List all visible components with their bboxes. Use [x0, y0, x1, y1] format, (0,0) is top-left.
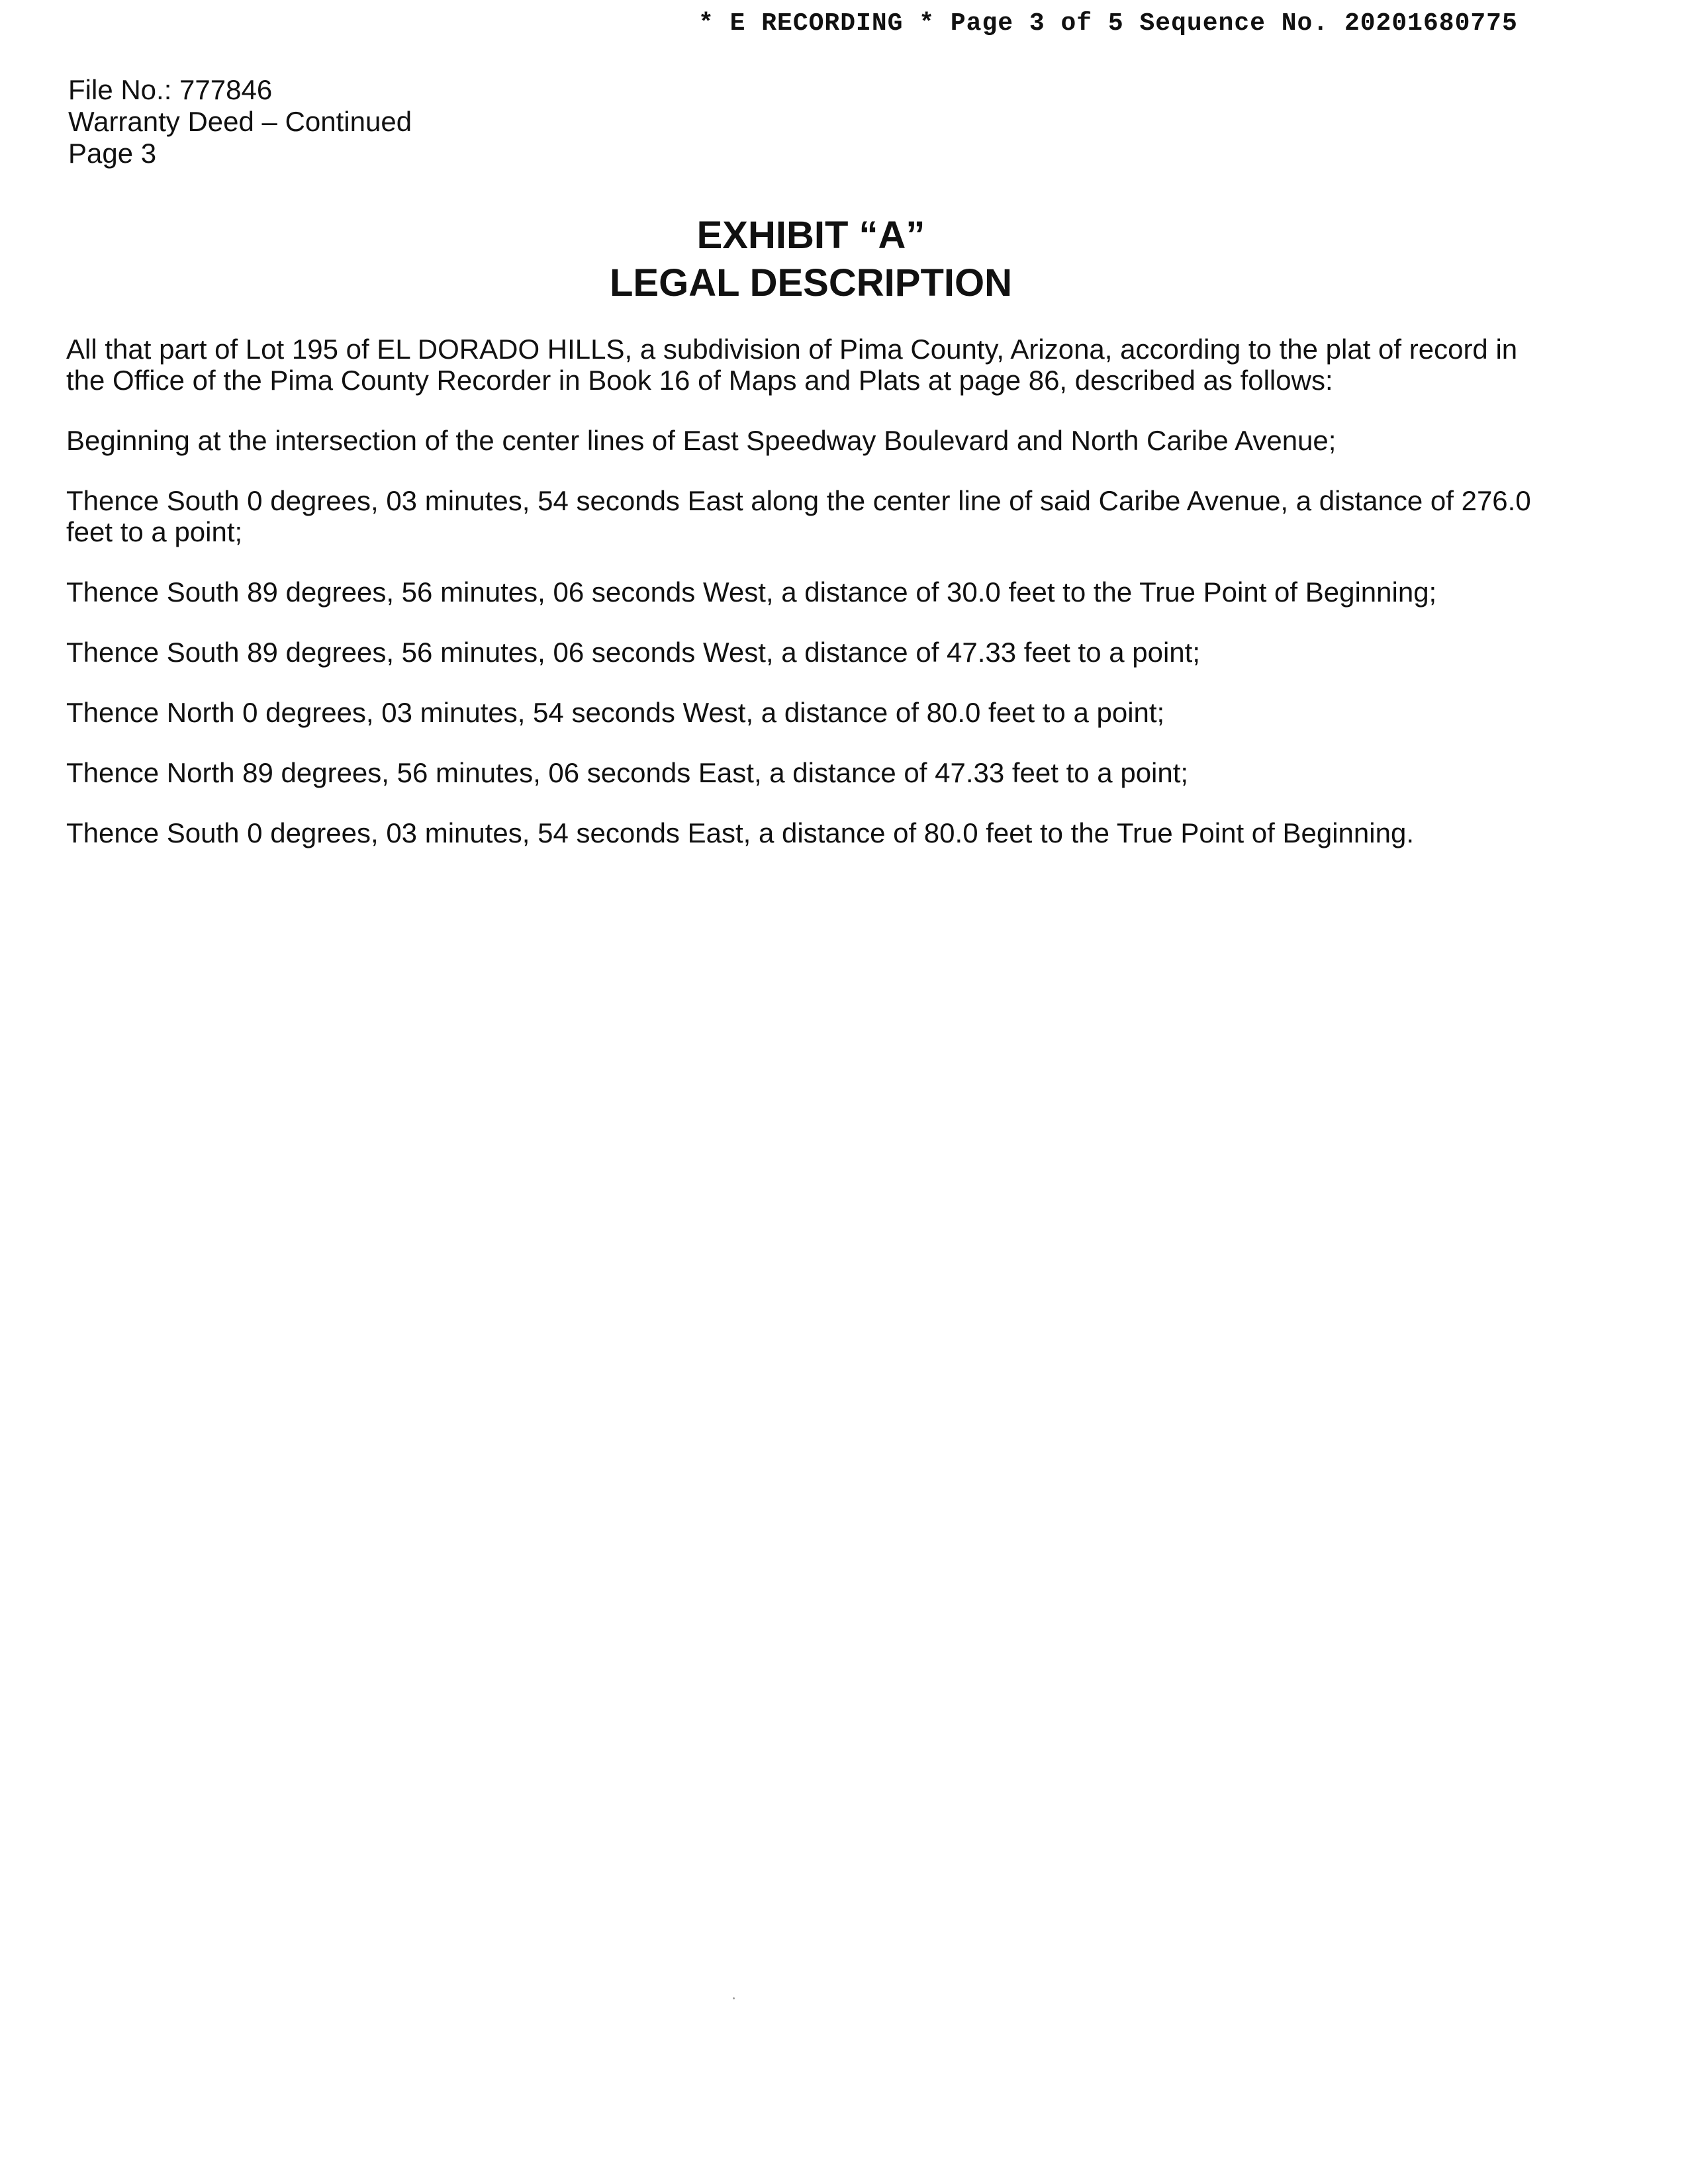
recording-header: * E RECORDING * Page 3 of 5 Sequence No. 20201680775: [698, 9, 1518, 38]
legal-paragraph-course-4: Thence North 0 degrees, 03 minutes, 54 seconds West, a distance of 80.0 feet to a point;: [66, 697, 1165, 728]
file-info-block: [68, 74, 412, 169]
exhibit-title: EXHIBIT “A”: [696, 214, 925, 257]
legal-description-body: [66, 334, 1556, 878]
exhibit-subtitle: LEGAL DESCRIPTION: [610, 261, 1012, 304]
legal-paragraph-course-6: Thence South 0 degrees, 03 minutes, 54 seconds East, a distance of 80.0 feet to the True Point of Beginning.: [66, 817, 1414, 848]
legal-paragraph-course-5: Thence North 89 degrees, 56 minutes, 06 seconds East, a distance of 47.33 feet to a point;: [66, 757, 1189, 788]
file-number: File No.: 777846: [68, 74, 273, 105]
exhibit-heading: [0, 212, 1622, 307]
legal-paragraph-course-2: Thence South 89 degrees, 56 minutes, 06 seconds West, a distance of 30.0 feet to the True Point of Beginning;: [66, 576, 1437, 608]
legal-paragraph-course-1: Thence South 0 degrees, 03 minutes, 54 seconds East along the center line of said Caribe Avenue, a distance of 276.0 feet to a point;: [66, 485, 1531, 547]
document-type: Warranty Deed – Continued: [68, 106, 412, 137]
legal-paragraph-beginning: Beginning at the intersection of the center lines of East Speedway Boulevard and North Caribe Avenue;: [66, 425, 1336, 456]
page-number: Page 3: [68, 138, 157, 169]
legal-paragraph-course-3: Thence South 89 degrees, 56 minutes, 06 seconds West, a distance of 47.33 feet to a point;: [66, 637, 1200, 668]
scan-speck: [733, 1997, 735, 1999]
legal-paragraph-intro: All that part of Lot 195 of EL DORADO HILLS, a subdivision of Pima County, Arizona, according to the plat of record in the Office of the Pima County Recorder in Book 16 of Maps and Plats at page 86, described as follows:: [66, 334, 1518, 396]
